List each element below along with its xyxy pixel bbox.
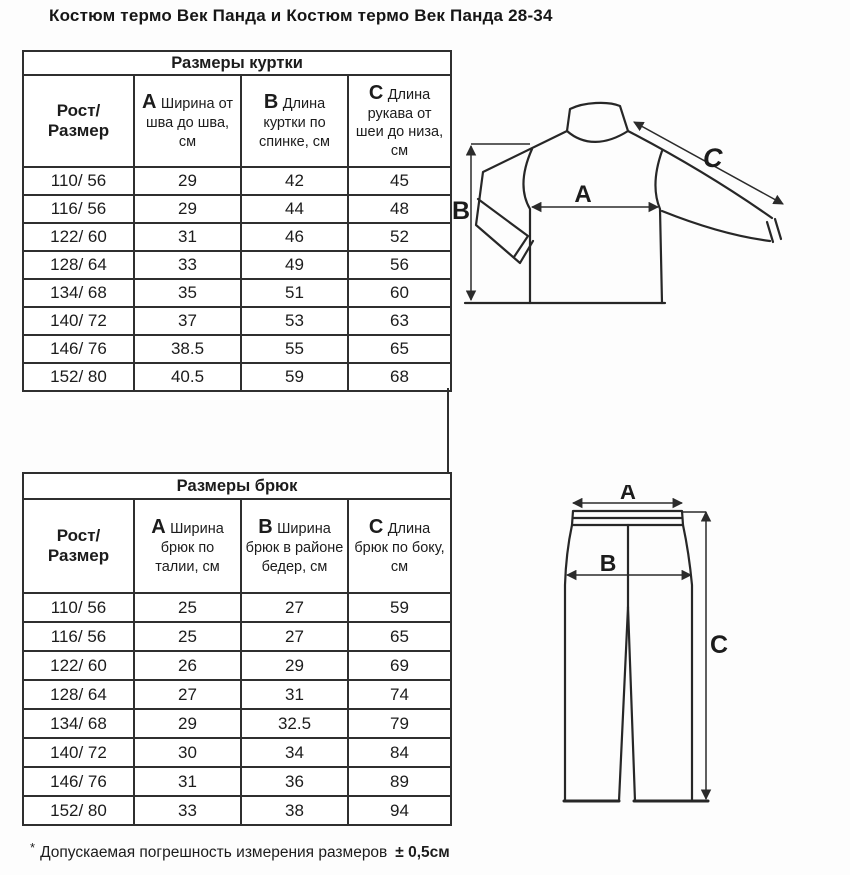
value-cell: 34 bbox=[241, 738, 348, 767]
jacket-dimension-arrows bbox=[452, 122, 783, 300]
table-row bbox=[23, 279, 451, 307]
size-cell: 146/ 76 bbox=[23, 335, 134, 363]
table-row bbox=[23, 167, 451, 195]
measure-desc-a: Ширина от шва до шва, см bbox=[145, 96, 233, 150]
size-cell: 140/ 72 bbox=[23, 738, 134, 767]
jacket-table-title-row bbox=[23, 51, 451, 75]
table-row bbox=[23, 767, 451, 796]
footnote-asterisk: * bbox=[30, 840, 36, 855]
jacket-size-table bbox=[22, 50, 452, 392]
value-cell: 40.5 bbox=[134, 363, 241, 391]
pants-label-a: A bbox=[620, 485, 636, 504]
value-cell: 65 bbox=[348, 335, 451, 363]
size-header-label: Рост/Размер bbox=[47, 100, 110, 140]
value-cell: 27 bbox=[134, 680, 241, 709]
value-cell: 29 bbox=[134, 167, 241, 195]
table-row bbox=[23, 680, 451, 709]
jacket-outline bbox=[465, 103, 781, 303]
pants-drawing bbox=[545, 485, 730, 820]
pants-outline bbox=[564, 511, 708, 801]
size-cell: 134/ 68 bbox=[23, 279, 134, 307]
measure-letter-c: C bbox=[368, 81, 384, 104]
pants-diagram bbox=[545, 485, 730, 820]
measure-letter-a: A bbox=[151, 516, 166, 539]
jacket-drawing bbox=[450, 95, 850, 315]
measure-letter-b: B bbox=[258, 516, 273, 539]
pants-label-c: C bbox=[710, 631, 729, 659]
value-cell: 56 bbox=[348, 251, 451, 279]
size-cell: 128/ 64 bbox=[23, 251, 134, 279]
jacket-table-title: Размеры куртки bbox=[23, 51, 451, 75]
value-cell: 31 bbox=[134, 223, 241, 251]
jacket-col-header-a bbox=[134, 75, 241, 167]
jacket-col-header-size bbox=[23, 75, 134, 167]
value-cell: 42 bbox=[241, 167, 348, 195]
table-row bbox=[23, 738, 451, 767]
value-cell: 36 bbox=[241, 767, 348, 796]
pants-size-table bbox=[22, 472, 452, 826]
jacket-label-a: A bbox=[574, 181, 592, 208]
value-cell: 79 bbox=[348, 709, 451, 738]
value-cell: 60 bbox=[348, 279, 451, 307]
table-row bbox=[23, 307, 451, 335]
size-cell: 152/ 80 bbox=[23, 796, 134, 825]
table-row bbox=[23, 335, 451, 363]
value-cell: 59 bbox=[348, 593, 451, 622]
value-cell: 49 bbox=[241, 251, 348, 279]
size-cell: 152/ 80 bbox=[23, 363, 134, 391]
jacket-table-header-row bbox=[23, 75, 451, 167]
table-row bbox=[23, 363, 451, 391]
pants-col-header-c bbox=[348, 499, 451, 593]
value-cell: 27 bbox=[241, 593, 348, 622]
size-cell: 122/ 60 bbox=[23, 223, 134, 251]
value-cell: 31 bbox=[241, 680, 348, 709]
size-cell: 116/ 56 bbox=[23, 622, 134, 651]
pants-col-header-a bbox=[134, 499, 241, 593]
value-cell: 48 bbox=[348, 195, 451, 223]
size-cell: 134/ 68 bbox=[23, 709, 134, 738]
size-cell: 146/ 76 bbox=[23, 767, 134, 796]
value-cell: 30 bbox=[134, 738, 241, 767]
value-cell: 32.5 bbox=[241, 709, 348, 738]
jacket-diagram bbox=[450, 95, 850, 315]
value-cell: 65 bbox=[348, 622, 451, 651]
page-title: Костюм термо Век Панда и Костюм термо Век Панда 28-34 bbox=[49, 6, 553, 25]
table-row bbox=[23, 622, 451, 651]
table-row bbox=[23, 593, 451, 622]
value-cell: 52 bbox=[348, 223, 451, 251]
table-row bbox=[23, 796, 451, 825]
table-row bbox=[23, 223, 451, 251]
table-row bbox=[23, 251, 451, 279]
table-row bbox=[23, 709, 451, 738]
pants-dimension-arrows bbox=[567, 485, 728, 799]
value-cell: 25 bbox=[134, 593, 241, 622]
value-cell: 38 bbox=[241, 796, 348, 825]
size-cell: 128/ 64 bbox=[23, 680, 134, 709]
pants-table-title: Размеры брюк bbox=[23, 473, 451, 499]
measure-desc-a: Ширина брюк по талии, см bbox=[155, 521, 224, 575]
jacket-col-header-c bbox=[348, 75, 451, 167]
value-cell: 46 bbox=[241, 223, 348, 251]
value-cell: 63 bbox=[348, 307, 451, 335]
footnote-tolerance: ± 0,5см bbox=[395, 844, 450, 861]
measure-desc-c: Длина рукава от шеи до низа, см bbox=[355, 86, 444, 159]
value-cell: 29 bbox=[134, 709, 241, 738]
table-row bbox=[23, 195, 451, 223]
pants-col-header-b bbox=[241, 499, 348, 593]
measure-desc-c: Длина брюк по боку, см bbox=[354, 521, 445, 575]
value-cell: 38.5 bbox=[134, 335, 241, 363]
measure-letter-c: C bbox=[368, 516, 384, 539]
table-row bbox=[23, 651, 451, 680]
value-cell: 27 bbox=[241, 622, 348, 651]
value-cell: 68 bbox=[348, 363, 451, 391]
jacket-col-header-b bbox=[241, 75, 348, 167]
measure-desc-b: Длина куртки по спинке, см bbox=[258, 96, 331, 150]
value-cell: 45 bbox=[348, 167, 451, 195]
value-cell: 94 bbox=[348, 796, 451, 825]
footnote bbox=[30, 840, 450, 862]
pants-table-title-row bbox=[23, 473, 451, 499]
value-cell: 35 bbox=[134, 279, 241, 307]
size-cell: 140/ 72 bbox=[23, 307, 134, 335]
value-cell: 29 bbox=[134, 195, 241, 223]
value-cell: 51 bbox=[241, 279, 348, 307]
value-cell: 74 bbox=[348, 680, 451, 709]
value-cell: 89 bbox=[348, 767, 451, 796]
value-cell: 29 bbox=[241, 651, 348, 680]
value-cell: 59 bbox=[241, 363, 348, 391]
value-cell: 69 bbox=[348, 651, 451, 680]
table-connector-line bbox=[447, 388, 449, 473]
pants-col-header-size bbox=[23, 499, 134, 593]
value-cell: 26 bbox=[134, 651, 241, 680]
measure-letter-b: B bbox=[263, 91, 279, 114]
jacket-label-c: C bbox=[703, 143, 723, 173]
value-cell: 37 bbox=[134, 307, 241, 335]
size-cell: 110/ 56 bbox=[23, 167, 134, 195]
value-cell: 25 bbox=[134, 622, 241, 651]
jacket-label-b: B bbox=[452, 197, 471, 225]
value-cell: 55 bbox=[241, 335, 348, 363]
value-cell: 33 bbox=[134, 251, 241, 279]
measure-letter-a: A bbox=[142, 91, 157, 114]
value-cell: 44 bbox=[241, 195, 348, 223]
size-cell: 122/ 60 bbox=[23, 651, 134, 680]
footnote-text: Допускаемая погрешность измерения размеров bbox=[40, 844, 388, 861]
pants-table-header-row bbox=[23, 499, 451, 593]
value-cell: 53 bbox=[241, 307, 348, 335]
jacket-table-body bbox=[23, 167, 451, 391]
pants-table-body bbox=[23, 593, 451, 825]
size-cell: 110/ 56 bbox=[23, 593, 134, 622]
size-cell: 116/ 56 bbox=[23, 195, 134, 223]
size-header-label: Рост/Размер bbox=[47, 525, 110, 565]
pants-label-b: B bbox=[599, 550, 617, 576]
measure-desc-b: Ширина брюк в районе бедер, см bbox=[245, 521, 344, 575]
value-cell: 33 bbox=[134, 796, 241, 825]
value-cell: 31 bbox=[134, 767, 241, 796]
value-cell: 84 bbox=[348, 738, 451, 767]
